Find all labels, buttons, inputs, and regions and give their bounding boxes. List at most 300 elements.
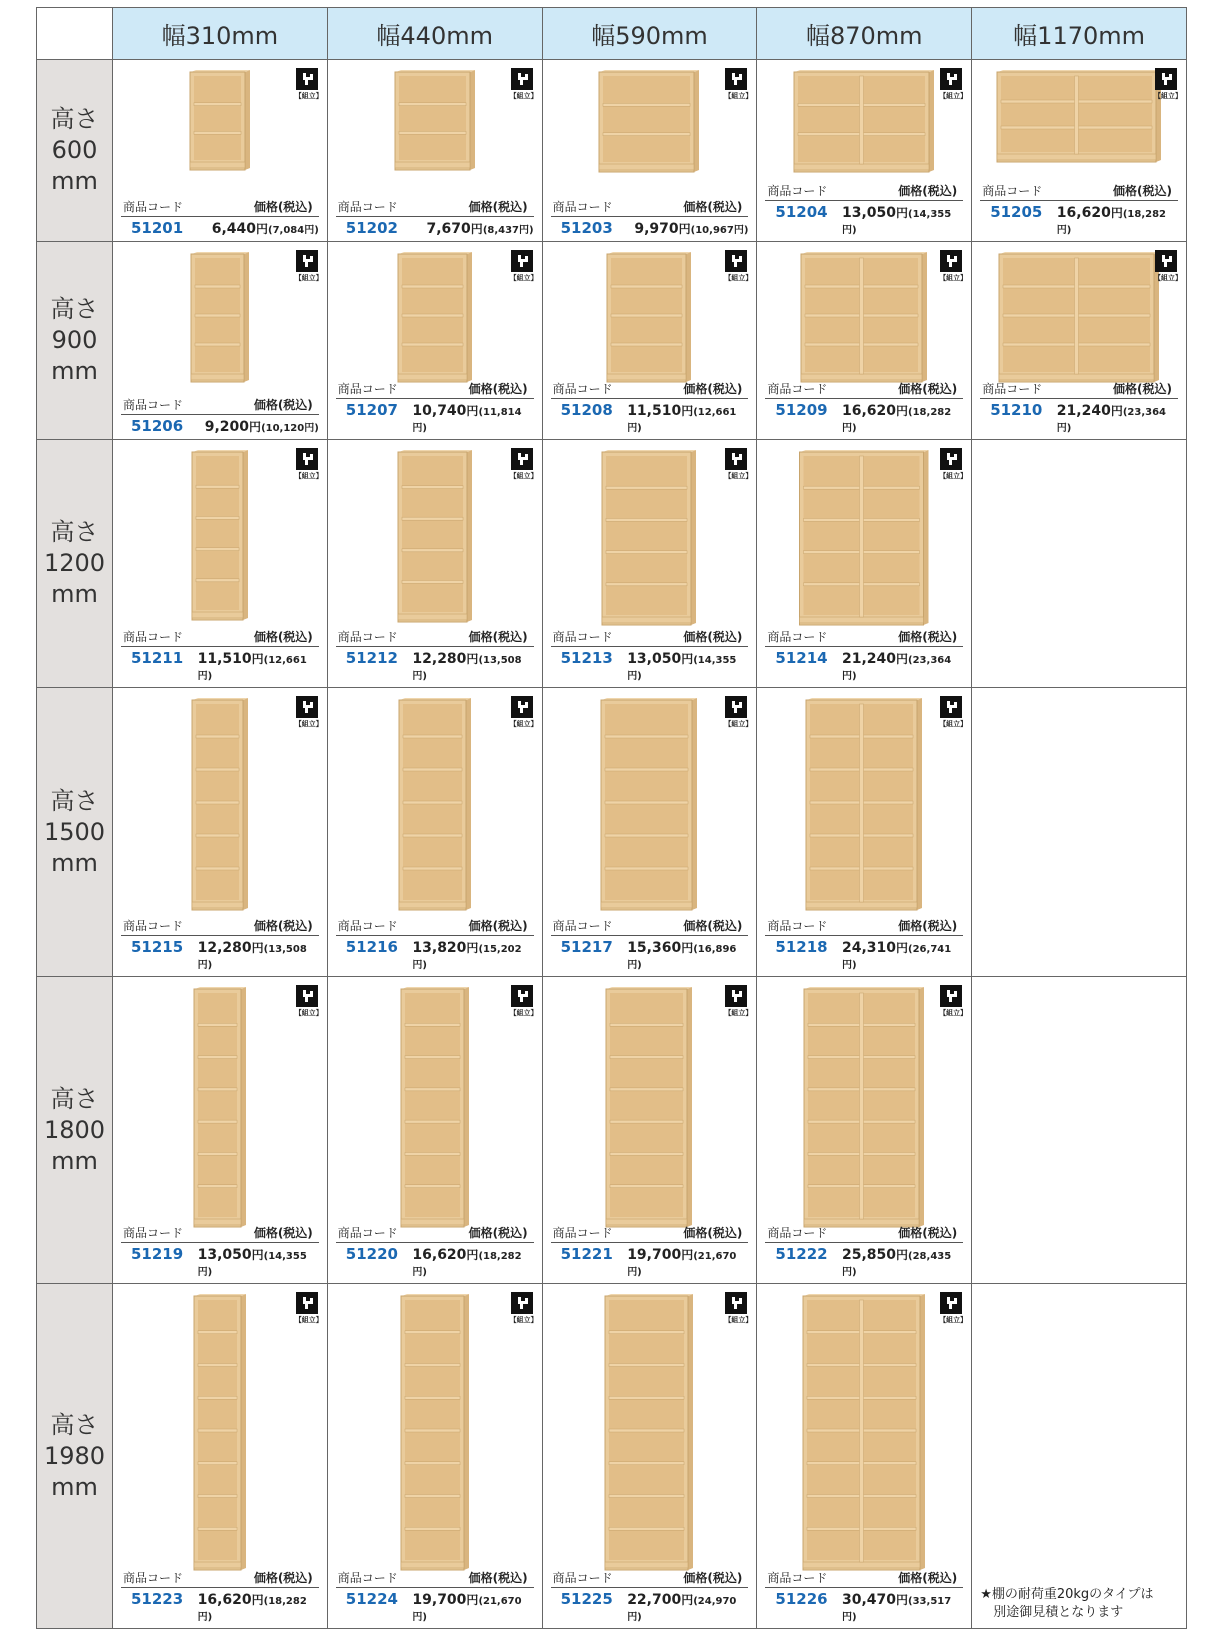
bookshelf-illustration	[397, 252, 473, 386]
bookshelf-image	[802, 1294, 926, 1578]
assembly-icon	[294, 696, 323, 729]
wrench-icon	[511, 250, 533, 272]
product-info-values	[551, 217, 749, 237]
table-corner	[37, 8, 113, 60]
assembly-icon	[509, 448, 538, 481]
product-code[interactable]: 51201	[131, 219, 184, 237]
price-tax-excluded: (23,364円)	[841, 655, 952, 682]
product-code[interactable]: 51205	[990, 203, 1043, 221]
price-tax-excluded: (18,282円)	[412, 1251, 522, 1278]
wrench-icon	[511, 696, 533, 718]
code-label: 商品コード	[552, 630, 613, 644]
bookshelf-image	[191, 698, 249, 918]
product-price	[412, 650, 533, 683]
code-label: 商品コード	[767, 919, 828, 933]
row-header-line: mm	[51, 580, 98, 608]
bookshelf-image	[193, 987, 247, 1235]
product-price	[627, 402, 748, 435]
wrench-icon	[511, 1292, 533, 1314]
price-label: 価格(税込)	[468, 919, 528, 933]
assembly-icon	[724, 448, 753, 481]
yen-unit: 円	[256, 222, 269, 236]
product-code[interactable]: 51226	[775, 1590, 828, 1608]
product-cell[interactable]	[543, 440, 758, 688]
price-tax-excluded: (14,355円)	[841, 209, 952, 236]
assembly-icon	[724, 68, 753, 101]
price-value: 13,050	[627, 651, 682, 667]
price-value: 9,970	[634, 221, 679, 237]
assembly-label: 【組立】	[939, 1316, 968, 1324]
assembly-label: 【組立】	[509, 1009, 538, 1017]
product-cell[interactable]	[113, 242, 328, 440]
product-info-values	[765, 201, 963, 237]
product-code[interactable]: 51210	[990, 401, 1043, 419]
code-label: 商品コード	[123, 200, 184, 214]
row-header-line: 高さ	[50, 786, 99, 815]
assembly-label: 【組立】	[724, 274, 753, 282]
bookshelf-illustration	[394, 70, 476, 174]
product-info	[765, 628, 963, 683]
yen-unit: 円	[678, 222, 691, 236]
bookshelf-illustration	[400, 987, 470, 1231]
code-label: 商品コード	[767, 1571, 828, 1585]
assembly-icon	[294, 448, 323, 481]
price-value: 13,050	[841, 205, 897, 221]
product-price	[627, 1246, 748, 1279]
bookshelf-illustration	[189, 70, 251, 174]
yen-unit: 円	[681, 1593, 694, 1607]
yen-unit: 円	[681, 652, 694, 666]
product-info-labels	[336, 917, 534, 936]
bookshelf-image	[394, 70, 476, 178]
yen-unit: 円	[470, 222, 483, 236]
price-value: 15,360	[627, 940, 682, 956]
price-value: 25,850	[841, 1247, 897, 1263]
code-label: 商品コード	[337, 200, 398, 214]
price-tax-excluded: (12,661円)	[627, 407, 737, 434]
bookshelf-illustration	[803, 987, 925, 1231]
assembly-icon	[939, 250, 968, 283]
product-info-labels	[765, 380, 963, 399]
row-header-line: 1980	[43, 1441, 106, 1470]
assembly-icon	[294, 250, 323, 283]
wrench-icon	[940, 250, 962, 272]
bookshelf-illustration	[601, 450, 697, 629]
product-code[interactable]: 51223	[131, 1590, 184, 1608]
product-cell[interactable]	[757, 242, 972, 440]
product-info	[980, 380, 1178, 435]
bookshelf-illustration	[600, 698, 698, 914]
assembly-label: 【組立】	[294, 720, 323, 728]
bookshelf-image	[793, 70, 935, 180]
price-value: 21,240	[1056, 403, 1111, 419]
row-header-line: 1800	[43, 1115, 106, 1144]
bookshelf-image	[397, 450, 473, 630]
price-value: 16,620	[412, 1247, 467, 1263]
bookshelf-image	[398, 698, 472, 918]
wrench-icon	[940, 68, 962, 90]
product-code[interactable]: 51203	[560, 219, 613, 237]
product-cell[interactable]	[328, 977, 543, 1284]
product-code[interactable]: 51214	[775, 649, 828, 667]
code-label: 商品コード	[337, 382, 398, 396]
product-code[interactable]: 51219	[131, 1245, 184, 1263]
assembly-label: 【組立】	[724, 1009, 753, 1017]
bookshelf-illustration	[802, 1294, 926, 1574]
assembly-label: 【組立】	[294, 472, 323, 480]
price-label: 価格(税込)	[253, 200, 313, 214]
product-cell[interactable]	[113, 1284, 328, 1629]
product-cell[interactable]	[543, 60, 758, 242]
row-header-line: mm	[51, 357, 98, 385]
assembly-icon	[509, 68, 538, 101]
bookshelf-image	[397, 252, 473, 390]
price-tax-excluded: (26,741円)	[841, 944, 952, 971]
product-info	[551, 198, 749, 237]
product-info-labels	[336, 198, 534, 217]
assembly-label: 【組立】	[294, 274, 323, 282]
row-header-line: 1200	[43, 549, 106, 577]
assembly-label: 【組立】	[509, 274, 538, 282]
price-label: 価格(税込)	[683, 1571, 743, 1585]
price-value: 22,700	[627, 1592, 682, 1608]
assembly-icon	[1154, 68, 1182, 101]
assembly-icon	[939, 448, 968, 481]
product-info-labels	[765, 628, 963, 647]
assembly-icon	[1154, 250, 1182, 283]
row-header-height	[37, 977, 113, 1284]
column-header-width: 幅310mm	[113, 8, 328, 60]
product-info-values	[121, 217, 319, 237]
assembly-label: 【組立】	[939, 472, 968, 480]
assembly-label: 【組立】	[294, 1009, 323, 1017]
product-price	[842, 402, 963, 435]
price-tax-excluded: (33,517円)	[841, 1596, 952, 1623]
assembly-label: 【組立】	[509, 92, 538, 100]
product-price	[412, 1246, 533, 1279]
price-label: 価格(税込)	[898, 184, 958, 198]
yen-unit: 円	[896, 652, 909, 666]
assembly-icon	[294, 68, 323, 101]
product-info-labels	[551, 380, 749, 399]
wrench-icon	[1155, 68, 1177, 90]
product-cell[interactable]	[543, 688, 758, 977]
bookshelf-illustration	[604, 1294, 694, 1574]
product-info-values	[336, 936, 534, 972]
price-tax-excluded: (28,435円)	[841, 1251, 952, 1278]
assembly-icon	[724, 696, 753, 729]
price-label: 価格(税込)	[253, 1571, 313, 1585]
assembly-label: 【組立】	[1154, 92, 1182, 100]
product-info-values	[336, 1588, 534, 1624]
assembly-label: 【組立】	[1154, 274, 1182, 282]
product-info-labels	[765, 1224, 963, 1243]
empty-cell	[972, 440, 1187, 688]
wrench-icon	[296, 68, 318, 90]
yen-unit: 円	[681, 1248, 694, 1262]
product-info-values	[980, 201, 1178, 237]
bookshelf-illustration	[605, 987, 693, 1231]
product-info	[551, 1224, 749, 1279]
code-label: 商品コード	[337, 919, 398, 933]
yen-unit: 円	[466, 404, 479, 418]
bookshelf-illustration	[598, 70, 700, 176]
column-header-width: 幅590mm	[543, 8, 758, 60]
wrench-icon	[511, 985, 533, 1007]
product-info-labels	[765, 1569, 963, 1588]
product-price	[627, 650, 748, 683]
product-cell[interactable]	[543, 1284, 758, 1629]
product-price	[205, 418, 319, 435]
wrench-icon	[725, 68, 747, 90]
code-label: 商品コード	[767, 184, 828, 198]
product-code[interactable]: 51221	[560, 1245, 613, 1263]
price-value: 12,280	[412, 651, 467, 667]
product-code[interactable]: 51225	[560, 1590, 613, 1608]
price-label: 価格(税込)	[1113, 382, 1172, 396]
row-header-height	[37, 688, 113, 977]
row-header-line: 高さ	[50, 518, 99, 546]
yen-unit: 円	[466, 1593, 479, 1607]
product-cell[interactable]	[757, 1284, 972, 1629]
product-info	[121, 1224, 319, 1279]
product-cell[interactable]	[757, 688, 972, 977]
product-info-values	[121, 936, 319, 972]
price-value: 13,820	[412, 940, 467, 956]
price-value: 16,620	[197, 1592, 252, 1608]
price-value: 10,740	[412, 403, 467, 419]
wrench-icon	[511, 68, 533, 90]
price-value: 11,510	[197, 651, 252, 667]
code-label: 商品コード	[337, 1226, 398, 1240]
price-label: 価格(税込)	[898, 630, 958, 644]
price-value: 21,240	[841, 651, 897, 667]
product-cell[interactable]	[543, 977, 758, 1284]
product-cell[interactable]	[757, 440, 972, 688]
product-cell[interactable]	[757, 60, 972, 242]
product-cell[interactable]	[113, 688, 328, 977]
product-cell[interactable]	[328, 440, 543, 688]
assembly-icon	[509, 250, 538, 283]
product-code[interactable]: 51216	[345, 938, 398, 956]
yen-unit: 円	[681, 941, 694, 955]
product-code[interactable]: 51208	[560, 401, 613, 419]
price-label: 価格(税込)	[898, 382, 958, 396]
product-cell[interactable]	[757, 977, 972, 1284]
row-header-line: mm	[51, 848, 98, 877]
empty-cell	[972, 688, 1187, 977]
product-code[interactable]: 51204	[775, 203, 828, 221]
product-price	[198, 939, 319, 972]
product-code[interactable]: 51206	[131, 417, 184, 435]
price-tax-excluded: (14,355円)	[197, 1251, 307, 1278]
yen-unit: 円	[249, 420, 262, 434]
product-info-values	[765, 647, 963, 683]
product-code[interactable]: 51215	[131, 938, 184, 956]
price-tax-excluded: (11,814円)	[412, 407, 522, 434]
assembly-icon	[294, 1292, 323, 1325]
row-header-line: mm	[51, 1472, 98, 1501]
assembly-icon	[724, 1292, 753, 1325]
wrench-icon	[296, 250, 318, 272]
product-price	[842, 939, 963, 972]
price-tax-excluded: (18,282円)	[841, 407, 952, 434]
price-label: 価格(税込)	[898, 1571, 958, 1585]
product-code[interactable]: 51202	[345, 219, 398, 237]
wrench-icon	[725, 1292, 747, 1314]
product-info-values	[336, 399, 534, 435]
code-label: 商品コード	[552, 200, 613, 214]
bookshelf-illustration	[799, 450, 930, 629]
bookshelf-illustration	[191, 450, 249, 624]
row-header-line: 高さ	[50, 295, 99, 323]
yen-unit: 円	[466, 1248, 479, 1262]
price-value: 9,200	[204, 419, 250, 435]
bookshelf-image	[805, 698, 923, 918]
product-info	[765, 917, 963, 972]
product-info-labels	[336, 1569, 534, 1588]
price-label: 価格(税込)	[1113, 184, 1172, 198]
product-code[interactable]: 51220	[345, 1245, 398, 1263]
code-label: 商品コード	[123, 398, 184, 412]
bookshelf-image	[189, 70, 251, 178]
price-value: 16,620	[1056, 205, 1111, 221]
product-info-labels	[121, 917, 319, 936]
product-code[interactable]: 51213	[560, 649, 613, 667]
price-tax-excluded: (13,508円)	[197, 944, 307, 971]
code-label: 商品コード	[337, 1571, 398, 1585]
wrench-icon	[296, 448, 318, 470]
product-info	[551, 628, 749, 683]
assembly-label: 【組立】	[509, 472, 538, 480]
product-cell[interactable]	[113, 60, 328, 242]
yen-unit: 円	[681, 404, 694, 418]
product-price	[1057, 204, 1178, 237]
yen-unit: 円	[896, 941, 909, 955]
product-info	[336, 628, 534, 683]
bookshelf-image	[400, 1294, 470, 1578]
price-tax-excluded: (13,508円)	[412, 655, 522, 682]
empty-cell	[972, 1284, 1187, 1629]
yen-unit: 円	[1110, 206, 1123, 220]
price-tax-excluded: (8,437円)	[482, 225, 534, 236]
price-label: 価格(税込)	[253, 919, 313, 933]
product-info-labels	[551, 917, 749, 936]
product-price	[842, 1246, 963, 1279]
code-label: 商品コード	[123, 1571, 184, 1585]
price-tax-excluded: (12,661円)	[197, 655, 307, 682]
empty-cell	[972, 977, 1187, 1284]
price-tax-excluded: (24,970円)	[627, 1596, 737, 1623]
bookshelf-illustration	[398, 698, 472, 914]
product-price	[842, 204, 963, 237]
code-label: 商品コード	[767, 630, 828, 644]
product-code[interactable]: 51211	[131, 649, 184, 667]
product-cell[interactable]	[972, 60, 1187, 242]
wrench-icon	[940, 1292, 962, 1314]
price-label: 価格(税込)	[683, 1226, 743, 1240]
product-code[interactable]: 51222	[775, 1245, 828, 1263]
bookshelf-illustration	[193, 987, 247, 1231]
product-info	[765, 1224, 963, 1279]
product-code[interactable]: 51212	[345, 649, 398, 667]
row-header-height	[37, 242, 113, 440]
bookshelf-illustration	[996, 70, 1162, 166]
price-label: 価格(税込)	[898, 919, 958, 933]
product-info	[336, 1224, 534, 1279]
assembly-label: 【組立】	[724, 720, 753, 728]
product-info-values	[765, 1588, 963, 1624]
product-cell[interactable]	[328, 60, 543, 242]
product-code[interactable]: 51207	[345, 401, 398, 419]
product-info-values	[551, 1588, 749, 1624]
assembly-label: 【組立】	[939, 720, 968, 728]
row-header-line: mm	[51, 167, 98, 195]
product-info-values	[121, 1588, 319, 1624]
product-code[interactable]: 51224	[345, 1590, 398, 1608]
product-info-values	[336, 647, 534, 683]
bookshelf-price-table	[36, 7, 1187, 1629]
price-value: 30,470	[841, 1592, 897, 1608]
product-cell[interactable]	[113, 440, 328, 688]
product-price	[198, 1246, 319, 1279]
price-label: 価格(税込)	[898, 1226, 958, 1240]
wrench-icon	[940, 448, 962, 470]
product-price	[427, 220, 534, 237]
note-line: 別途御見積となります	[980, 1605, 1124, 1620]
row-header-line: 高さ	[50, 105, 99, 133]
product-cell[interactable]	[328, 242, 543, 440]
row-header-line: 600	[51, 136, 98, 164]
product-info-labels	[336, 1224, 534, 1243]
product-code[interactable]: 51209	[775, 401, 828, 419]
wrench-icon	[725, 985, 747, 1007]
product-cell[interactable]	[972, 242, 1187, 440]
assembly-label: 【組立】	[939, 1009, 968, 1017]
product-info	[980, 182, 1178, 237]
note-line: ★棚の耐荷重20kgのタイプは	[980, 1587, 1154, 1602]
product-info	[551, 1569, 749, 1624]
product-cell[interactable]	[328, 688, 543, 977]
wrench-icon	[940, 696, 962, 718]
product-info	[336, 1569, 534, 1624]
price-label: 価格(税込)	[683, 630, 743, 644]
code-label: 商品コード	[123, 1226, 184, 1240]
product-code[interactable]: 51217	[560, 938, 613, 956]
code-label: 商品コード	[337, 630, 398, 644]
product-cell[interactable]	[113, 977, 328, 1284]
wrench-icon	[296, 696, 318, 718]
product-info	[551, 917, 749, 972]
product-info	[121, 396, 319, 435]
price-tax-excluded: (21,670円)	[412, 1596, 522, 1623]
bookshelf-image	[400, 987, 470, 1235]
product-code[interactable]: 51218	[775, 938, 828, 956]
product-info	[765, 1569, 963, 1624]
wrench-icon	[725, 696, 747, 718]
yen-unit: 円	[896, 1248, 909, 1262]
yen-unit: 円	[896, 404, 909, 418]
product-cell[interactable]	[543, 242, 758, 440]
product-info-labels	[765, 917, 963, 936]
product-info-labels	[121, 396, 319, 415]
product-cell[interactable]	[328, 1284, 543, 1629]
wrench-icon	[1155, 250, 1177, 272]
code-label: 商品コード	[552, 919, 613, 933]
bookshelf-illustration	[400, 1294, 470, 1574]
code-label: 商品コード	[552, 1226, 613, 1240]
assembly-label: 【組立】	[509, 1316, 538, 1324]
